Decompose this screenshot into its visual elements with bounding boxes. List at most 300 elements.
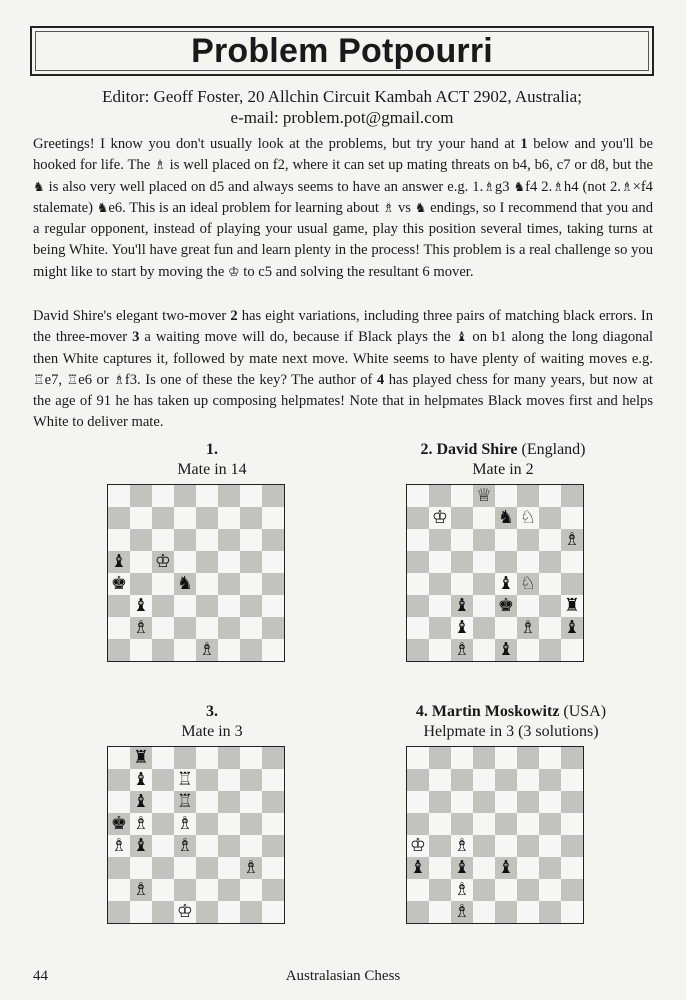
board-square [407, 551, 429, 573]
board-square [517, 617, 539, 639]
board-square [451, 507, 473, 529]
chess-piece-icon: ♘ [519, 573, 537, 594]
board-square [196, 879, 218, 901]
board-square [108, 747, 130, 769]
chess-piece-icon: ♝ [455, 330, 468, 346]
board-square [473, 639, 495, 661]
board-square [429, 573, 451, 595]
board-square [152, 595, 174, 617]
chess-piece-icon: ♗ [483, 179, 495, 195]
board-square [108, 769, 130, 791]
board-square [407, 813, 429, 835]
board-square [429, 901, 451, 923]
board-square [130, 551, 152, 573]
text-run: endings, so I recommend that you and a regular opponent, instead of playing your usual game, play this position several times, taking turns at being White. You'll have great fun and learn plenty in the process! This problem is a real challenge so you might like to start by moving the [33, 199, 653, 280]
board-square [451, 617, 473, 639]
problem-1-caption [97, 440, 327, 480]
board-square [196, 901, 218, 923]
board-square [539, 901, 561, 923]
board-square [539, 595, 561, 617]
board-square [495, 857, 517, 879]
board-square [130, 813, 152, 835]
board-square [495, 791, 517, 813]
board-square [495, 595, 517, 617]
board-square [152, 573, 174, 595]
board-square [240, 747, 262, 769]
board-square [218, 747, 240, 769]
problem-number: 3. [206, 703, 218, 720]
board-square [451, 835, 473, 857]
board-square [174, 747, 196, 769]
chess-piece-icon: ♔ [431, 507, 449, 528]
chess-piece-icon: ♗ [176, 835, 194, 856]
chess-piece-icon: ♗ [132, 879, 150, 900]
problem-4-caption [386, 702, 636, 742]
chess-piece-icon: ♝ [110, 551, 128, 572]
board-square [196, 857, 218, 879]
board-square [495, 507, 517, 529]
board-square [517, 901, 539, 923]
chess-piece-icon: ♝ [563, 617, 581, 638]
board-square [407, 879, 429, 901]
text-run: on b1 along the long diagonal then White captures it, followed by mate next move. White seems to have plenty of waiting moves e.g. [33, 329, 654, 367]
board-square [262, 791, 284, 813]
board-square [429, 857, 451, 879]
board-square [262, 617, 284, 639]
board-square [130, 879, 152, 901]
board-square [174, 813, 196, 835]
board-square [240, 485, 262, 507]
chess-piece-icon: ♗ [132, 617, 150, 638]
board-square [262, 901, 284, 923]
board-square [429, 769, 451, 791]
board-square [495, 835, 517, 857]
board-square [152, 769, 174, 791]
board-square [262, 879, 284, 901]
chess-piece-icon: ♗ [113, 372, 125, 388]
board-square [539, 507, 561, 529]
chess-piece-icon: ♖ [176, 769, 194, 790]
board-square [407, 507, 429, 529]
board-square [429, 791, 451, 813]
board-square [152, 485, 174, 507]
board-square [152, 857, 174, 879]
board-square [152, 813, 174, 835]
board-square [561, 747, 583, 769]
board-square [539, 879, 561, 901]
board-square [174, 529, 196, 551]
board-square [429, 835, 451, 857]
board-square [539, 747, 561, 769]
board-square [174, 573, 196, 595]
board-square [108, 485, 130, 507]
board-square [152, 901, 174, 923]
board-square [451, 573, 473, 595]
text-run: to c5 and solving the resultant 6 mover. [239, 263, 474, 280]
board-square [130, 617, 152, 639]
board-square [174, 879, 196, 901]
board-square [218, 507, 240, 529]
page-number: 44 [33, 968, 48, 984]
board-square [539, 529, 561, 551]
board-square [196, 573, 218, 595]
board-square [539, 551, 561, 573]
board-square [451, 901, 473, 923]
board-square [407, 769, 429, 791]
board-square [407, 573, 429, 595]
chess-piece-icon: ♝ [497, 639, 515, 660]
board-square [174, 617, 196, 639]
board-square [473, 857, 495, 879]
board-square [407, 835, 429, 857]
board-square [451, 595, 473, 617]
chess-piece-icon: ♝ [453, 595, 471, 616]
board-square [130, 595, 152, 617]
chess-piece-icon: ♝ [453, 857, 471, 878]
chess-piece-icon: ♗ [620, 179, 633, 195]
chess-piece-icon: ♖ [176, 791, 194, 812]
board-square [429, 639, 451, 661]
board-square [561, 485, 583, 507]
board-square [108, 617, 130, 639]
chess-piece-icon: ♜ [132, 747, 150, 768]
problem-stipulation: Mate in 14 [177, 461, 247, 478]
chess-piece-icon: ♔ [227, 264, 240, 280]
board-square [174, 507, 196, 529]
title-box [30, 26, 654, 76]
board-square [429, 595, 451, 617]
chess-piece-icon: ♗ [453, 901, 471, 922]
board-square [152, 529, 174, 551]
board-square [429, 747, 451, 769]
text-run: f4 2. [525, 178, 553, 195]
board-square [517, 791, 539, 813]
board-square [218, 769, 240, 791]
board-square [196, 747, 218, 769]
board-square [517, 857, 539, 879]
board-square [262, 769, 284, 791]
board-square [218, 639, 240, 661]
board-square [473, 879, 495, 901]
board-square [174, 857, 196, 879]
text-run: f3. Is one of these the key? The author of [124, 371, 377, 388]
chess-piece-icon: ♗ [382, 200, 395, 216]
board-square [196, 507, 218, 529]
board-square [473, 835, 495, 857]
board-square [240, 507, 262, 529]
board-square [130, 857, 152, 879]
board-square [495, 529, 517, 551]
chess-board-2 [406, 484, 584, 662]
board-square [473, 769, 495, 791]
board-square [218, 617, 240, 639]
board-square [108, 573, 130, 595]
board-square [495, 813, 517, 835]
board-square [561, 529, 583, 551]
chess-piece-icon: ♗ [453, 835, 471, 856]
chess-piece-icon: ♗ [563, 529, 581, 550]
board-square [473, 507, 495, 529]
chess-piece-icon: ♜ [563, 595, 581, 616]
chess-piece-icon: ♝ [132, 791, 150, 812]
board-square [539, 573, 561, 595]
board-square [108, 857, 130, 879]
board-square [130, 639, 152, 661]
board-square [561, 639, 583, 661]
chess-piece-icon: ♖ [66, 372, 79, 388]
board-square [262, 813, 284, 835]
text-run: David Shire's elegant two-mover [33, 308, 231, 324]
board-square [517, 769, 539, 791]
chess-piece-icon: ♗ [198, 639, 216, 660]
board-square [539, 639, 561, 661]
chess-piece-icon: ♗ [453, 879, 471, 900]
board-square [196, 769, 218, 791]
chess-piece-icon: ♞ [33, 179, 45, 195]
board-square [130, 791, 152, 813]
problem-author: David Shire [436, 441, 518, 458]
board-square [262, 529, 284, 551]
board-square [561, 901, 583, 923]
board-square [108, 901, 130, 923]
board-square [517, 573, 539, 595]
chess-piece-icon: ♗ [154, 158, 166, 174]
board-square [517, 551, 539, 573]
board-square [174, 639, 196, 661]
board-square [473, 617, 495, 639]
text-run: is also very well placed on d5 and always seems to have an answer e.g. 1. [44, 178, 484, 195]
board-square [152, 617, 174, 639]
board-square [108, 529, 130, 551]
board-square [539, 813, 561, 835]
board-square [473, 901, 495, 923]
board-square [218, 835, 240, 857]
board-square [473, 747, 495, 769]
board-square [240, 639, 262, 661]
text-run: vs [394, 199, 415, 216]
text-run: is well placed on f2, where it can set up mating threats on b4, b6, c7 or d8, but the [165, 157, 653, 174]
board-square [240, 769, 262, 791]
board-square [218, 595, 240, 617]
board-square [174, 835, 196, 857]
board-square [262, 551, 284, 573]
email-line: e-mail: problem.pot@gmail.com [230, 108, 454, 127]
board-square [451, 879, 473, 901]
board-square [407, 901, 429, 923]
board-square [196, 617, 218, 639]
chess-piece-icon: ♝ [132, 595, 150, 616]
board-square [108, 639, 130, 661]
board-square [108, 791, 130, 813]
board-square [495, 485, 517, 507]
problem-number: 1. [206, 441, 218, 458]
board-square [407, 595, 429, 617]
board-square [196, 551, 218, 573]
board-square [473, 791, 495, 813]
board-square [473, 813, 495, 835]
board-square [218, 529, 240, 551]
chess-piece-icon: ♕ [475, 485, 493, 506]
chess-piece-icon: ♝ [497, 857, 515, 878]
board-square [218, 857, 240, 879]
chess-piece-icon: ♗ [132, 813, 150, 834]
board-square [517, 507, 539, 529]
problem-author: Martin Moskowitz [431, 703, 560, 720]
board-square [539, 791, 561, 813]
board-square [451, 857, 473, 879]
problem-2-caption [378, 440, 628, 480]
text-run: e6 or [78, 371, 114, 388]
board-square [429, 617, 451, 639]
problem-ref: 2 [230, 308, 238, 324]
board-square [218, 813, 240, 835]
board-square [108, 507, 130, 529]
board-square [495, 879, 517, 901]
board-square [407, 485, 429, 507]
board-square [495, 639, 517, 661]
problem-number: 4. [415, 703, 428, 720]
board-square [561, 573, 583, 595]
board-square [473, 573, 495, 595]
board-square [240, 551, 262, 573]
board-square [517, 835, 539, 857]
chess-piece-icon: ♞ [414, 200, 427, 216]
board-square [196, 639, 218, 661]
board-square [539, 617, 561, 639]
board-square [196, 529, 218, 551]
chess-piece-icon: ♗ [453, 639, 471, 660]
board-square [451, 791, 473, 813]
board-square [240, 901, 262, 923]
board-square [262, 639, 284, 661]
board-square [517, 813, 539, 835]
text-run: h4 (not 2. [563, 178, 621, 195]
board-square [174, 551, 196, 573]
board-square [174, 901, 196, 923]
chess-piece-icon: ♚ [110, 573, 128, 594]
problem-ref: 1 [520, 136, 528, 152]
board-square [429, 551, 451, 573]
board-square [108, 551, 130, 573]
chess-piece-icon: ♝ [453, 617, 471, 638]
board-square [218, 573, 240, 595]
board-square [429, 485, 451, 507]
text-run: a waiting move will do, because if Black plays the [139, 329, 456, 346]
board-square [174, 595, 196, 617]
text-run: g3 [494, 178, 514, 195]
board-square [262, 747, 284, 769]
chess-piece-icon: ♔ [409, 835, 427, 856]
board-square [451, 813, 473, 835]
board-square [196, 791, 218, 813]
chess-piece-icon: ♗ [519, 617, 537, 638]
board-square [262, 507, 284, 529]
board-square [473, 595, 495, 617]
board-square [240, 573, 262, 595]
text-run: below and you'll be hooked for life. The [33, 136, 654, 174]
chess-piece-icon: ♗ [176, 813, 194, 834]
board-square [495, 901, 517, 923]
board-square [240, 813, 262, 835]
board-square [130, 769, 152, 791]
board-square [517, 529, 539, 551]
chess-piece-icon: ♘ [519, 507, 537, 528]
board-square [196, 595, 218, 617]
board-square [473, 485, 495, 507]
board-square [495, 551, 517, 573]
board-square [130, 747, 152, 769]
board-square [561, 617, 583, 639]
board-square [262, 595, 284, 617]
board-square [152, 747, 174, 769]
problem-ref: 4 [376, 371, 385, 388]
board-square [539, 485, 561, 507]
board-square [130, 901, 152, 923]
editor-line: Editor: Geoff Foster, 20 Allchin Circuit Kambah ACT 2902, Australia; [102, 87, 582, 106]
problem-country: (England) [517, 441, 586, 458]
board-square [495, 573, 517, 595]
board-square [539, 857, 561, 879]
board-square [240, 879, 262, 901]
chess-piece-icon: ♞ [497, 507, 515, 528]
board-square [240, 617, 262, 639]
intro-paragraph-2 [33, 306, 653, 434]
board-square [108, 835, 130, 857]
board-square [561, 595, 583, 617]
chess-piece-icon: ♖ [33, 372, 45, 388]
board-square [174, 769, 196, 791]
chess-piece-icon: ♚ [497, 595, 515, 616]
chess-piece-icon: ♔ [154, 551, 172, 572]
chess-piece-icon: ♗ [110, 835, 128, 856]
board-square [108, 595, 130, 617]
problem-stipulation: Helpmate in 3 (3 solutions) [423, 723, 599, 740]
magazine-name: Australasian Chess [285, 968, 401, 984]
chess-piece-icon: ♗ [552, 179, 564, 195]
board-square [561, 857, 583, 879]
board-square [517, 485, 539, 507]
board-square [152, 791, 174, 813]
board-square [473, 529, 495, 551]
text-run: has eight variations, including three pairs of matching black errors. In the three-mover [33, 308, 653, 346]
problem-stipulation: Mate in 3 [181, 723, 243, 740]
board-square [218, 791, 240, 813]
board-square [218, 551, 240, 573]
board-square [262, 835, 284, 857]
board-square [240, 595, 262, 617]
board-square [429, 879, 451, 901]
board-square [152, 879, 174, 901]
text-run: ×f4 stalemate) [33, 178, 653, 216]
board-square [561, 551, 583, 573]
board-square [407, 857, 429, 879]
chess-board-1 [107, 484, 285, 662]
problem-number: 2. [420, 441, 433, 458]
board-square [218, 901, 240, 923]
board-square [196, 485, 218, 507]
text-run: Greetings! I know you don't usually look at the problems, but try your hand at [33, 136, 521, 152]
board-square [240, 791, 262, 813]
board-square [561, 507, 583, 529]
board-square [429, 529, 451, 551]
chess-piece-icon: ♔ [176, 901, 194, 922]
chess-board-4 [406, 746, 584, 924]
editor-info [30, 86, 654, 128]
problem-ref: 3 [132, 329, 140, 346]
board-square [451, 529, 473, 551]
chess-piece-icon: ♝ [132, 835, 150, 856]
page-title: Problem Potpourri [191, 31, 493, 70]
